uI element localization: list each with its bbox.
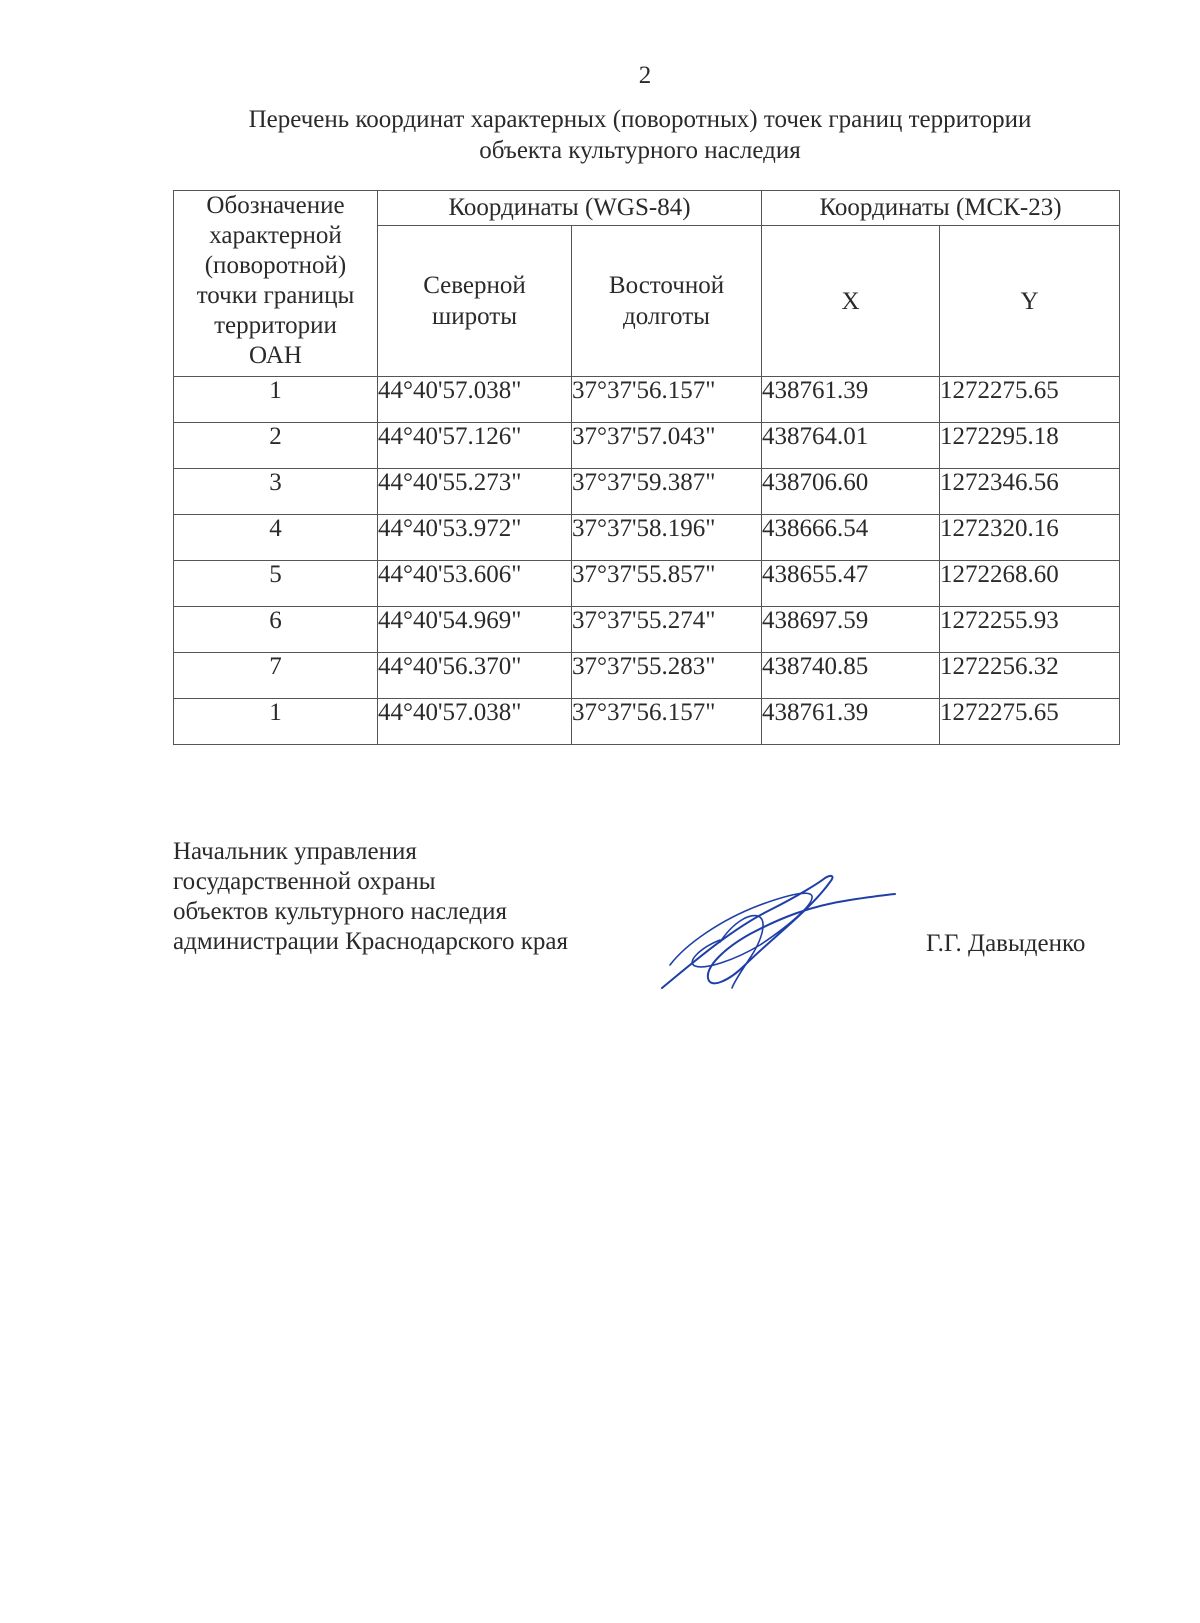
cell-point: 4 bbox=[174, 515, 378, 561]
signatory-name: Г.Г. Давыденко bbox=[926, 930, 1086, 957]
document-title bbox=[180, 104, 1100, 166]
header-latitude-line: широты bbox=[431, 303, 518, 330]
header-latitude bbox=[378, 226, 572, 377]
cell-y: 1272256.32 bbox=[940, 653, 1120, 699]
cell-latitude: 44°40'57.038" bbox=[378, 699, 572, 745]
cell-longitude: 37°37'58.196" bbox=[572, 515, 762, 561]
cell-point: 6 bbox=[174, 607, 378, 653]
document-title-line-1: Перечень координат характерных (поворотных) точек границ территории bbox=[248, 106, 1032, 133]
table-row bbox=[174, 515, 1120, 561]
handwritten-signature bbox=[650, 870, 900, 1000]
signatory-position-line: Начальник управления bbox=[173, 838, 417, 865]
cell-point: 5 bbox=[174, 561, 378, 607]
cell-y: 1272255.93 bbox=[940, 607, 1120, 653]
header-point-line: точки границы bbox=[196, 282, 355, 309]
cell-x: 438655.47 bbox=[762, 561, 940, 607]
header-latitude-line: Северной bbox=[423, 272, 526, 299]
cell-latitude: 44°40'53.606" bbox=[378, 561, 572, 607]
header-y: Y bbox=[940, 226, 1120, 377]
table-header bbox=[174, 191, 1120, 377]
cell-longitude: 37°37'56.157" bbox=[572, 699, 762, 745]
header-point-line: территории bbox=[214, 312, 337, 339]
cell-y: 1272275.65 bbox=[940, 377, 1120, 423]
signatory-position-line: администрации Краснодарского края bbox=[173, 928, 569, 955]
cell-y: 1272275.65 bbox=[940, 699, 1120, 745]
cell-x: 438740.85 bbox=[762, 653, 940, 699]
table-row bbox=[174, 469, 1120, 515]
cell-y: 1272346.56 bbox=[940, 469, 1120, 515]
table-row bbox=[174, 377, 1120, 423]
cell-latitude: 44°40'54.969" bbox=[378, 607, 572, 653]
cell-point: 2 bbox=[174, 423, 378, 469]
cell-x: 438761.39 bbox=[762, 377, 940, 423]
cell-point: 1 bbox=[174, 699, 378, 745]
signatory-position bbox=[173, 837, 568, 957]
table-row bbox=[174, 607, 1120, 653]
header-point-line: Обозначение bbox=[206, 192, 345, 219]
table-row bbox=[174, 423, 1120, 469]
signatory-position-line: государственной охраны bbox=[173, 868, 436, 895]
header-point-designation bbox=[174, 191, 378, 377]
header-longitude-line: долготы bbox=[623, 303, 710, 330]
header-longitude bbox=[572, 226, 762, 377]
table-row bbox=[174, 699, 1120, 745]
signatory-position-line: объектов культурного наследия bbox=[173, 898, 507, 925]
cell-latitude: 44°40'57.126" bbox=[378, 423, 572, 469]
header-longitude-line: Восточной bbox=[608, 272, 725, 299]
signature-stroke bbox=[670, 893, 812, 967]
cell-latitude: 44°40'55.273" bbox=[378, 469, 572, 515]
page-number: 2 bbox=[638, 62, 652, 89]
coordinates-table bbox=[173, 190, 1120, 745]
cell-x: 438697.59 bbox=[762, 607, 940, 653]
cell-longitude: 37°37'55.283" bbox=[572, 653, 762, 699]
cell-point: 3 bbox=[174, 469, 378, 515]
cell-y: 1272268.60 bbox=[940, 561, 1120, 607]
header-point-line: (поворотной) bbox=[204, 252, 347, 279]
cell-latitude: 44°40'53.972" bbox=[378, 515, 572, 561]
header-x: X bbox=[762, 226, 940, 377]
cell-longitude: 37°37'59.387" bbox=[572, 469, 762, 515]
cell-x: 438666.54 bbox=[762, 515, 940, 561]
cell-longitude: 37°37'55.857" bbox=[572, 561, 762, 607]
cell-longitude: 37°37'57.043" bbox=[572, 423, 762, 469]
cell-longitude: 37°37'55.274" bbox=[572, 607, 762, 653]
cell-latitude: 44°40'56.370" bbox=[378, 653, 572, 699]
header-wgs84-group: Координаты (WGS-84) bbox=[378, 191, 762, 226]
cell-x: 438761.39 bbox=[762, 699, 940, 745]
cell-point: 1 bbox=[174, 377, 378, 423]
cell-y: 1272320.16 bbox=[940, 515, 1120, 561]
header-msk23-group: Координаты (МСК-23) bbox=[762, 191, 1120, 226]
cell-latitude: 44°40'57.038" bbox=[378, 377, 572, 423]
cell-x: 438764.01 bbox=[762, 423, 940, 469]
cell-point: 7 bbox=[174, 653, 378, 699]
header-point-line: характерной bbox=[209, 222, 342, 249]
header-point-line: ОАН bbox=[249, 342, 302, 369]
cell-x: 438706.60 bbox=[762, 469, 940, 515]
cell-longitude: 37°37'56.157" bbox=[572, 377, 762, 423]
cell-y: 1272295.18 bbox=[940, 423, 1120, 469]
table-row bbox=[174, 561, 1120, 607]
table-row bbox=[174, 653, 1120, 699]
document-title-line-2: объекта культурного наследия bbox=[479, 137, 801, 164]
table-body bbox=[174, 377, 1120, 745]
